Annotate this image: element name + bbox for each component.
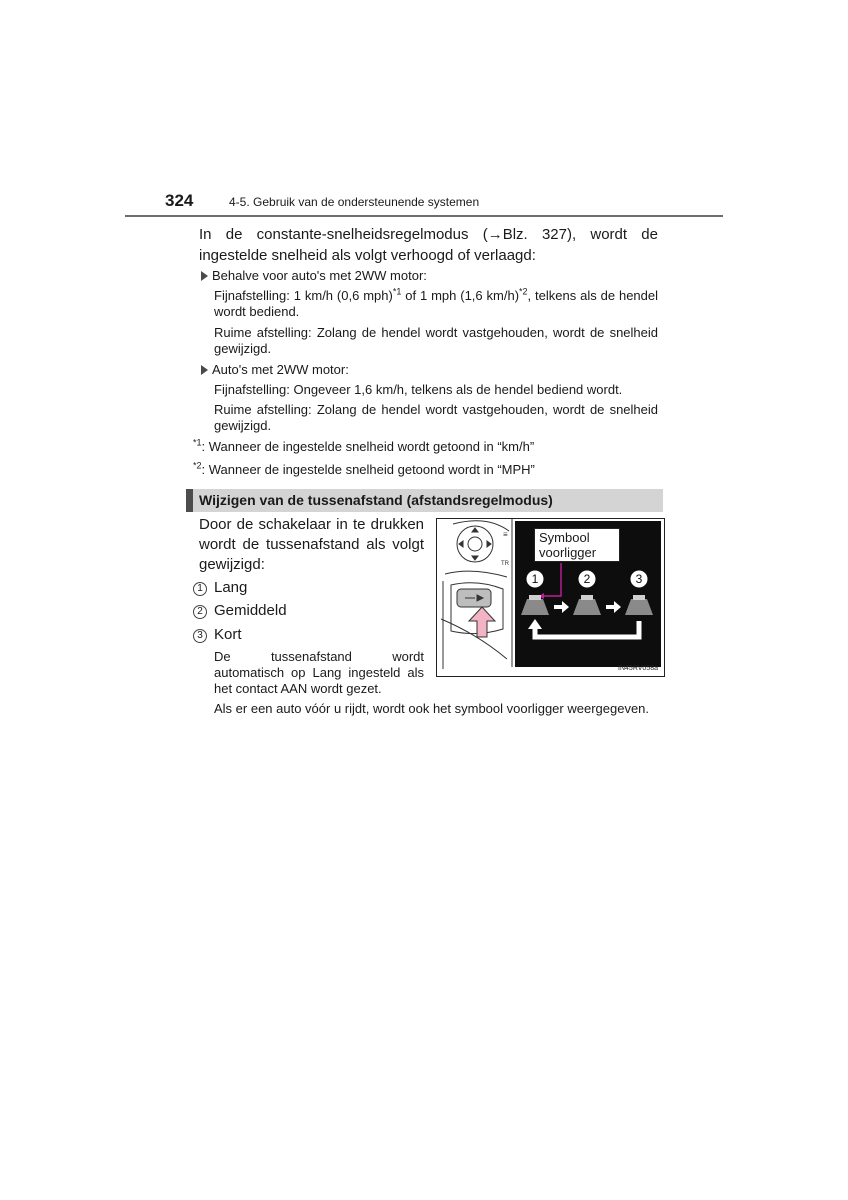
switch-label: TR — [501, 561, 509, 567]
press-arrow-icon — [469, 607, 495, 637]
switch-mark-icon: ≡ — [503, 530, 508, 539]
intro-paragraph: In de constante-snelheidsregelmodus (→Blz. 327), wordt de ingestelde snelheid als volgt verhoogd of verlaagd: — [199, 226, 658, 264]
group1-fine-c: , telkens als de hendel wordt bediend. — [214, 288, 658, 319]
triangle-bullet-icon — [201, 365, 208, 375]
distance-note: De tussenafstand wordt automatisch op Lang ingesteld als het contact AAN wordt gezet. — [214, 649, 424, 696]
list-item — [193, 579, 247, 597]
item-label: Lang — [214, 579, 248, 596]
header-rule — [125, 215, 723, 217]
list-item — [193, 602, 287, 620]
list-item — [193, 626, 242, 644]
bullet-group1 — [201, 267, 427, 284]
distance-figure — [436, 518, 665, 677]
item-label: Kort — [214, 626, 242, 643]
section-title: Wijzigen van de tussenafstand (afstandsregelmodus) — [199, 492, 553, 508]
item-label: Gemiddeld — [214, 602, 287, 619]
vehicle-roof-icon — [633, 595, 645, 600]
group1-coarse: Ruime afstelling: Zolang de hendel wordt vastgehouden, wordt de snelheid gewijzigd. — [214, 325, 658, 356]
footnote-text: : Wanneer de ingestelde snelheid wordt getoond in “km/h” — [201, 439, 535, 454]
circled-number-icon: 1 — [193, 582, 207, 596]
vehicle-roof-icon — [581, 595, 593, 600]
marker-label-1: 1 — [531, 572, 539, 586]
figure-id: IN45RV058a — [618, 665, 658, 672]
section-heading — [186, 489, 663, 512]
section-lead: Door de schakelaar in te drukken wordt de tussenafstand als volgt gewijzigd: — [199, 516, 424, 573]
page-number: 324 — [165, 191, 194, 210]
footnote-text: : Wanneer de ingestelde snelheid getoond wordt in “MPH” — [201, 462, 535, 477]
vehicle-roof-icon — [529, 595, 541, 600]
circled-number-icon: 3 — [193, 629, 207, 643]
footnote-mark: *1 — [193, 437, 202, 448]
group2-coarse: Ruime afstelling: Zolang de hendel wordt vastgehouden, wordt de snelheid gewijzigd. — [214, 402, 658, 433]
group2-label: Auto's met 2WW motor: — [212, 362, 349, 377]
footnote-ref-2: *2 — [519, 286, 528, 297]
footnote-mark: *2 — [193, 460, 202, 471]
triangle-bullet-icon — [201, 271, 208, 281]
callout-box: Symbool voorligger — [534, 528, 620, 562]
chapter-title: 4-5. Gebruik van de ondersteunende systemen — [229, 195, 480, 209]
marker-label-3: 3 — [635, 572, 643, 586]
footnote-1 — [193, 438, 534, 455]
bullet-group2 — [201, 361, 349, 378]
footnote-2 — [193, 461, 535, 478]
group1-fine-b: of 1 mph (1,6 km/h) — [401, 288, 520, 303]
circled-number-icon: 2 — [193, 605, 207, 619]
section-accent — [186, 489, 193, 512]
final-paragraph: Als er een auto vóór u rijdt, wordt ook het symbool voorligger weergegeven. — [214, 701, 650, 716]
group1-label: Behalve voor auto's met 2WW motor: — [212, 268, 427, 283]
marker-label-2: 2 — [583, 572, 591, 586]
group1-fine — [214, 288, 658, 320]
footnote-ref-1: *1 — [392, 286, 402, 297]
group2-fine: Fijnafstelling: Ongeveer 1,6 km/h, telkens als de hendel bediend wordt. — [214, 382, 623, 397]
group1-fine-a: Fijnafstelling: 1 km/h (0,6 mph) — [214, 288, 393, 303]
